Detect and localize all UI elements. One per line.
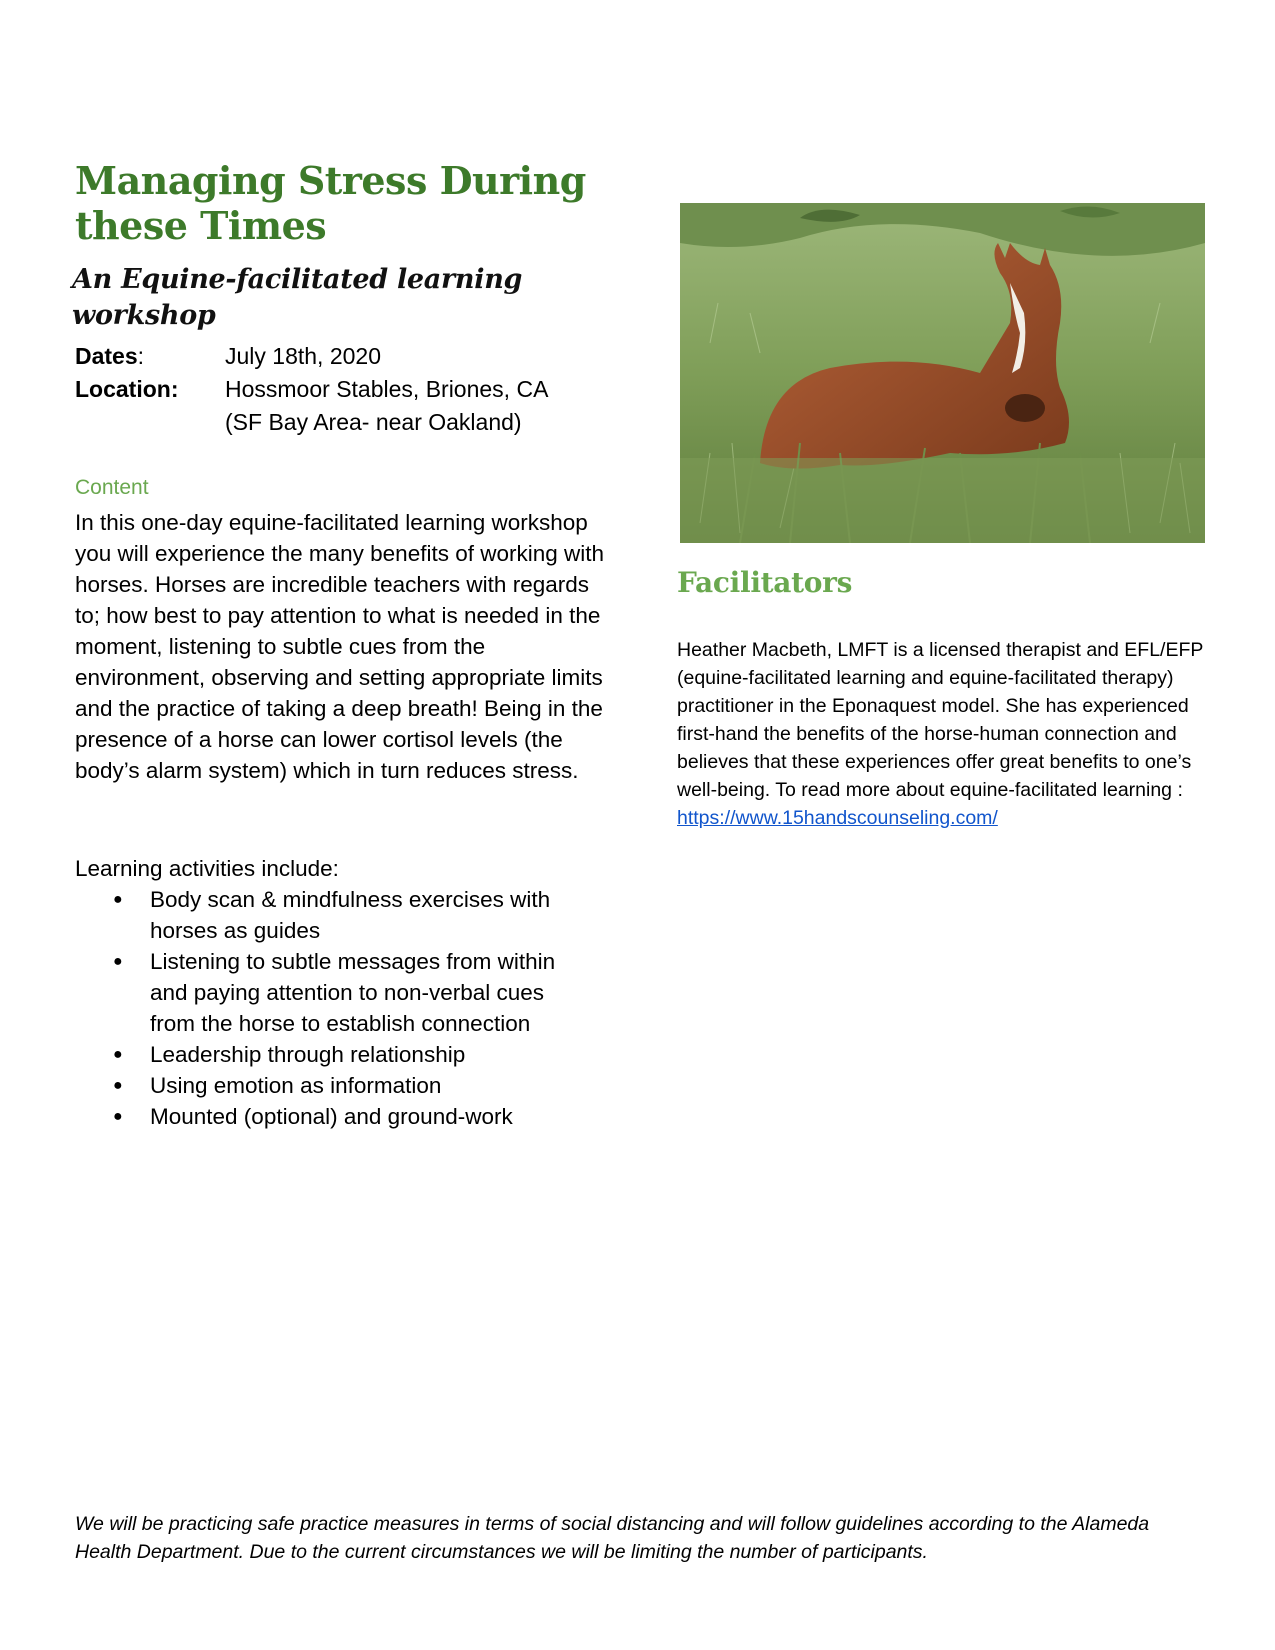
event-info <box>75 340 585 439</box>
footer-note: We will be practicing safe practice measures in terms of social distancing and will follow guidelines according to the Alameda Health Department. Due to the current circumstances we will be limiting the number of participants. <box>75 1513 1150 1563</box>
page-subtitle: An Equine-facilitated learning workshop <box>72 264 523 331</box>
website-link[interactable]: https://www.15handscounseling.com/ <box>677 807 998 829</box>
location-line-2: (SF Bay Area- near Oakland) <box>225 409 522 435</box>
horse-photo <box>680 203 1205 543</box>
list-item: ● Using emotion as information <box>75 1070 595 1101</box>
location-row <box>75 373 585 439</box>
content-paragraph: In this one-day equine-facilitated learning workshop you will experience the many benefits of working with horses. Horses are incredible teachers with regards to; how best to pay attention to what is needed in the moment, listening to subtle cues from the environment, observing and setting appropriate limits and the practice of taking a deep breath! Being in the presence of a horse can lower cortisol levels (the body’s alarm system) which in turn reduces stress. <box>75 510 605 783</box>
bullet-icon: ● <box>113 891 123 908</box>
location-label: Location: <box>75 376 179 402</box>
activities-list <box>75 884 595 1132</box>
dates-value: July 18th, 2020 <box>225 343 382 369</box>
content-label: Content <box>75 476 149 499</box>
bullet-icon: ● <box>113 1077 123 1094</box>
facilitators-text: Heather Macbeth, LMFT is a licensed therapist and EFL/EFP (equine-facilitated learning and equine-facilitated therapy) practitioner in the Eponaquest model. She has experienced first-hand the benefits of the horse-human connection and believes that these experiences offer great benefits to one’s well-being. To read more about equine-facilitated learning : https://www.15handscounseling.com/ <box>677 639 1204 829</box>
list-item: ● Listening to subtle messages from within and paying attention to non-verbal cues from the horse to establish connection <box>75 946 595 1039</box>
dates-row <box>75 340 585 373</box>
facilitators-heading: Facilitators <box>677 566 853 599</box>
list-item: ● Leadership through relationship <box>75 1039 595 1070</box>
activities-intro: Learning activities include: <box>75 856 339 881</box>
location-line-1: Hossmoor Stables, Briones, CA <box>225 376 549 402</box>
dates-label: Dates <box>75 343 138 369</box>
page-title: Managing Stress During these Times <box>75 158 586 248</box>
bullet-icon: ● <box>113 1046 123 1063</box>
list-item: ● Body scan & mindfulness exercises with horses as guides <box>75 884 595 946</box>
bullet-icon: ● <box>113 1108 123 1125</box>
bullet-icon: ● <box>113 953 123 970</box>
dates-colon: : <box>137 343 145 369</box>
list-item: ● Mounted (optional) and ground-work <box>75 1101 595 1132</box>
